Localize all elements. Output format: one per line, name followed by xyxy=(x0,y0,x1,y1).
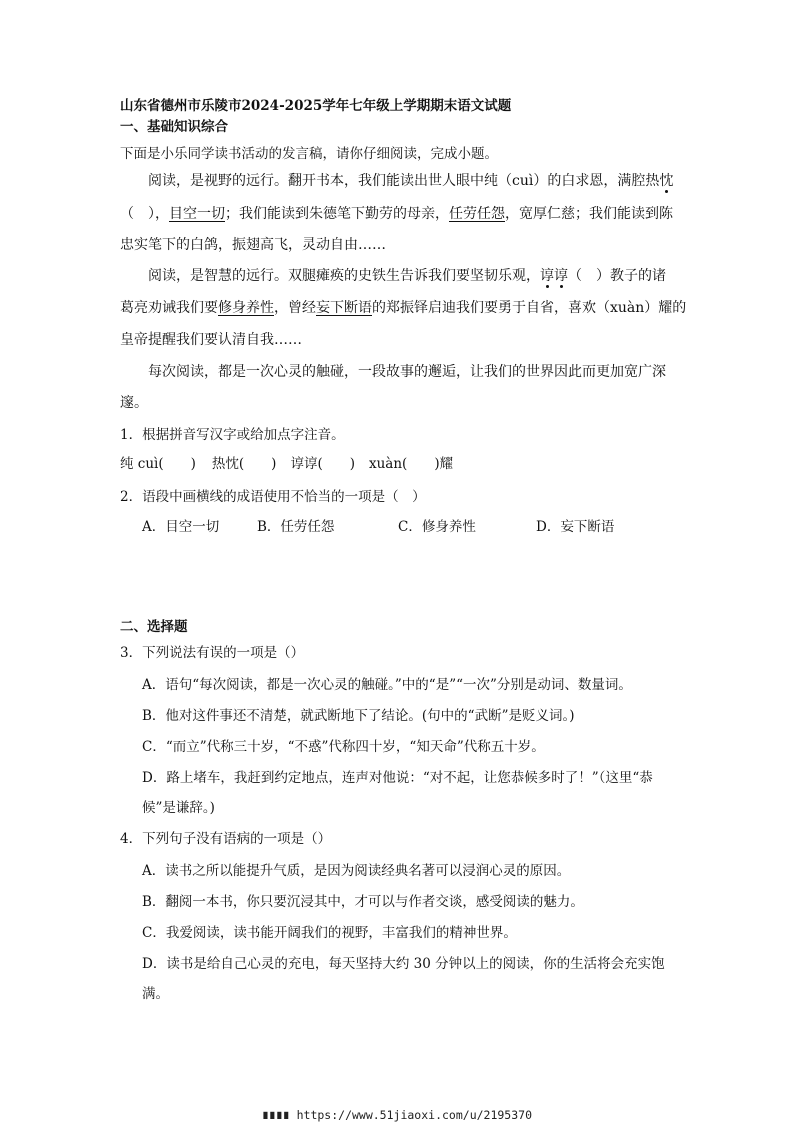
q3-option-a: A．语句“每次阅读，都是一次心灵的触碰。”中的“是”“一次”分别是动词、数量词。 xyxy=(142,677,632,693)
passage-text: 葛亮劝诫我们要 xyxy=(120,300,218,316)
q2-option-d: D．妄下断语 xyxy=(536,519,615,535)
passage-p2-line3: 皇帝提醒我们要认清自我…… xyxy=(120,332,302,348)
q4-option-d-line1: D．读书是给自己心灵的充电，每天坚持大约 30 分钟以上的阅读，你的生活将会充实饱 xyxy=(142,956,665,972)
q3-stem: 3．下列说法有误的一项是（） xyxy=(120,645,305,661)
q1-item: xuàn( )耀 xyxy=(369,456,454,472)
q4-option-c: C．我爱阅读，读书能开阔我们的视野，丰富我们的精神世界。 xyxy=(142,925,517,941)
section-1-heading: 一、基础知识综合 xyxy=(120,119,228,135)
q3-option-d-line2: 候”是谦辞。) xyxy=(142,800,215,816)
passage-text: （ ）教子的诸 xyxy=(568,268,666,284)
q4-option-a: A．读书之所以能提升气质，是因为阅读经典名著可以浸润心灵的原因。 xyxy=(142,863,571,879)
footer-url: ∎∎∎∎ https://www.51jiaoxi.com/u/2195370 xyxy=(261,1108,533,1122)
passage-p3-line2: 邃。 xyxy=(120,395,148,411)
q2-option-c: C．修身养性 xyxy=(398,519,476,535)
exam-title: 山东省德州市乐陵市2024-2025学年七年级上学期期末语文试题 xyxy=(120,98,512,114)
passage-text: ，曾经 xyxy=(274,300,316,316)
q1-item: 热忱( ) xyxy=(211,456,277,472)
underlined-idiom: 目空一切 xyxy=(169,206,225,222)
passage-text: 阅读，是智慧的远行。双腿瘫痪的史铁生告诉我们要坚韧乐观， xyxy=(148,268,540,284)
q4-option-d-line2: 满。 xyxy=(142,986,169,1002)
q3-option-b: B．他对这件事还不清楚，就武断地下了结论。(句中的“武断”是贬义词。) xyxy=(142,708,575,724)
q2-stem: 2．语段中画横线的成语使用不恰当的一项是（ ） xyxy=(120,489,426,505)
section-2-heading: 二、选择题 xyxy=(120,619,188,635)
q3-option-d-line1: D．路上堵车，我赶到约定地点，连声对他说：“对不起，让您恭候多时了！”（这里“恭 xyxy=(142,770,653,786)
passage-p2-line1 xyxy=(148,267,666,285)
q2-option-a: A．目空一切 xyxy=(142,519,220,535)
passage-p1-line3: 忠实笔下的白鸽，振翅高飞，灵动自由…… xyxy=(120,237,386,253)
passage-p3-line1: 每次阅读，都是一次心灵的触碰，一段故事的邂逅，让我们的世界因此而更加宽广深 xyxy=(148,364,666,380)
passage-text: 的郑振铎启迪我们要勇于自省，喜欢（xuàn）耀的 xyxy=(372,300,687,316)
q1-items xyxy=(120,455,453,473)
dotted-char: 谆 xyxy=(540,268,554,284)
intro-text: 下面是小乐同学读书活动的发言稿，请你仔细阅读，完成小题。 xyxy=(120,146,498,162)
passage-text: ；我们能读到朱德笔下勤劳的母亲， xyxy=(225,206,449,222)
underlined-idiom: 任劳任怨 xyxy=(449,206,505,222)
q3-option-c: C．“而立”代称三十岁，“不惑”代称四十岁，“知天命”代称五十岁。 xyxy=(142,739,545,755)
q1-item: 谆谆( ) xyxy=(290,456,355,472)
q4-stem: 4．下列句子没有语病的一项是（） xyxy=(120,831,332,847)
passage-text: ，宽厚仁慈；我们能读到陈 xyxy=(505,206,673,222)
passage-text: 阅读，是视野的远行。翻开书本，我们能读出世人眼中纯（cuì）的白求恩，满腔热 xyxy=(148,173,660,189)
underlined-idiom: 修身养性 xyxy=(218,300,274,316)
q1-stem: 1．根据拼音写汉字或给加点字注音。 xyxy=(120,427,345,443)
q1-item: 纯 cuì( ) xyxy=(120,456,196,472)
passage-p1-line2 xyxy=(120,205,673,223)
passage-text: （ ）， xyxy=(120,206,169,222)
dotted-char: 谆 xyxy=(554,268,568,284)
underlined-idiom: 妄下断语 xyxy=(316,300,372,316)
passage-p2-line2 xyxy=(120,299,686,317)
dotted-char: 忱 xyxy=(659,173,674,189)
passage-p1-line1 xyxy=(148,172,673,190)
q2-option-b: B．任劳任怨 xyxy=(257,519,335,535)
q4-option-b: B．翻阅一本书，你只要沉浸其中，才可以与作者交谈，感受阅读的魅力。 xyxy=(142,894,584,910)
